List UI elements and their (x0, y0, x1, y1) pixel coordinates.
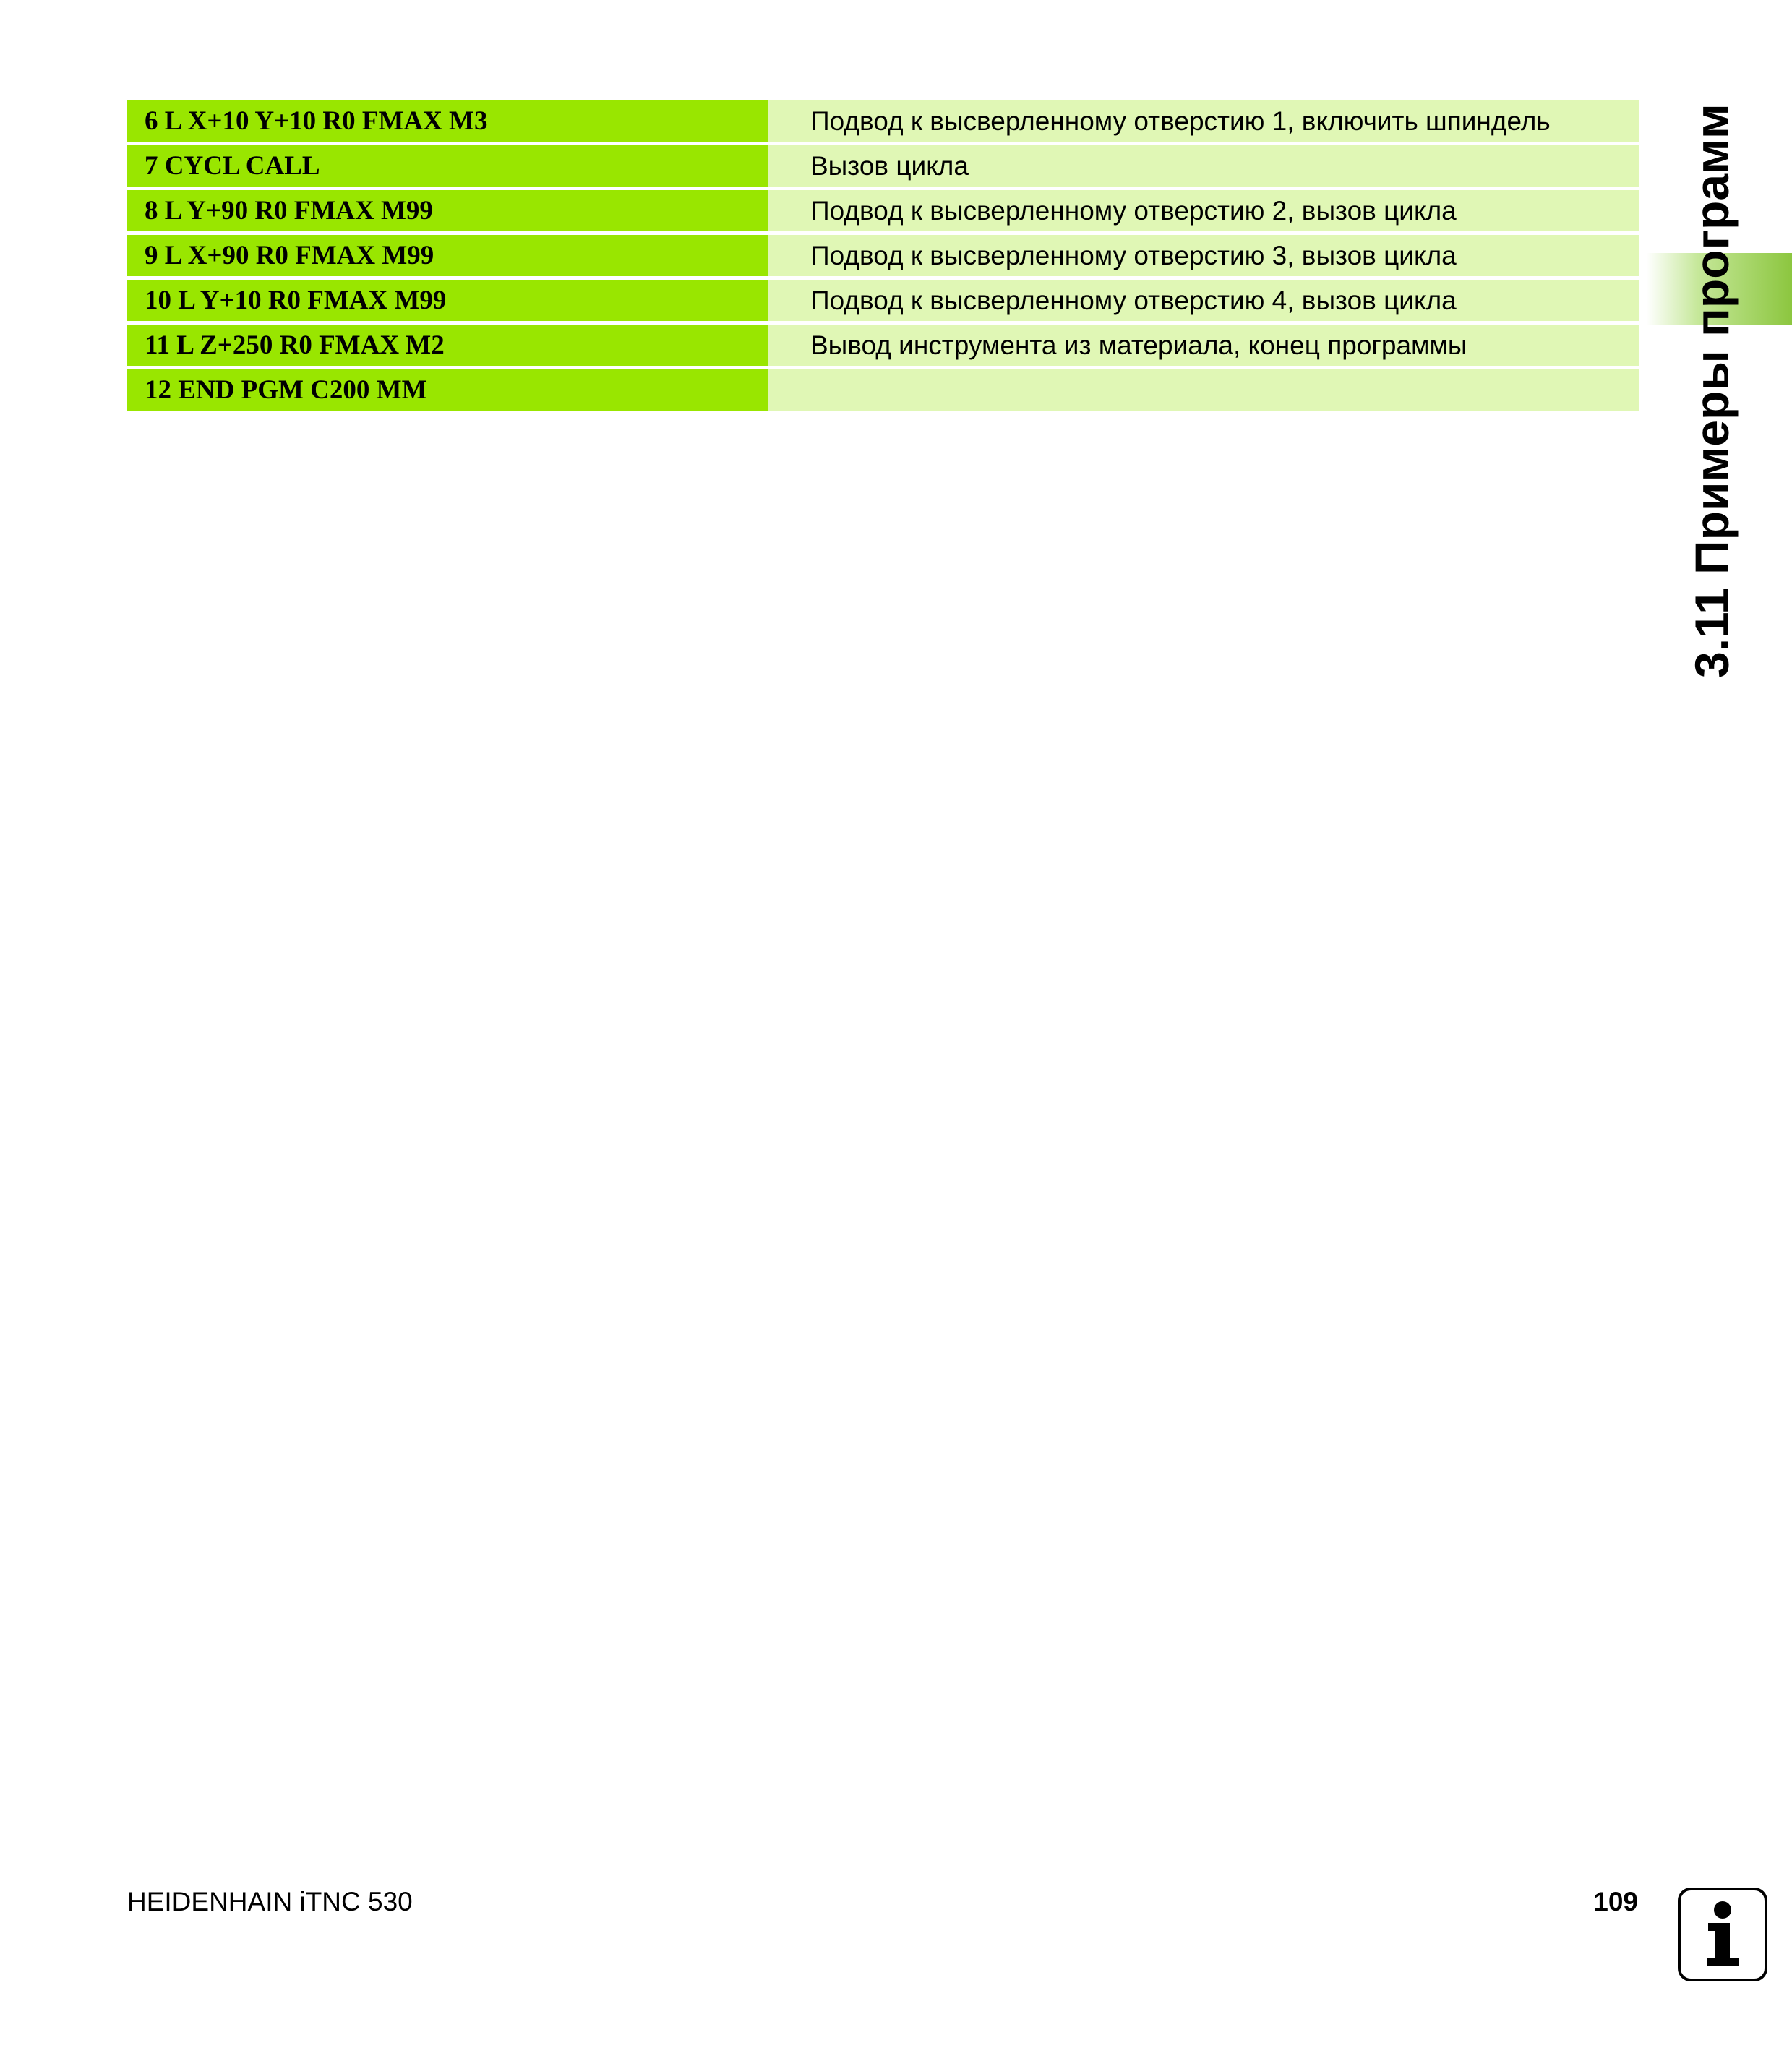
nc-block: 11 L Z+250 R0 FMAX M2 (127, 325, 768, 366)
nc-block: 7 CYCL CALL (127, 145, 768, 187)
block-comment: Вызов цикла (768, 145, 1639, 187)
program-row (127, 369, 1639, 411)
program-row (127, 145, 1639, 187)
program-row (127, 325, 1639, 366)
info-glyph-icon (1681, 1890, 1765, 1979)
block-comment: Подвод к высверленному отверстию 4, вызов цикла (768, 280, 1639, 321)
block-comment: Подвод к высверленному отверстию 3, вызов цикла (768, 235, 1639, 276)
block-comment: Подвод к высверленному отверстию 2, вызов цикла (768, 190, 1639, 231)
nc-block: 9 L X+90 R0 FMAX M99 (127, 235, 768, 276)
program-row (127, 235, 1639, 276)
nc-block: 10 L Y+10 R0 FMAX M99 (127, 280, 768, 321)
info-icon (1678, 1888, 1767, 1981)
footer-product-name: HEIDENHAIN iTNC 530 (127, 1887, 413, 1916)
program-row (127, 190, 1639, 231)
block-comment: Вывод инструмента из материала, конец программы (768, 325, 1639, 366)
section-title-text: 3.11 Примеры программ (1685, 103, 1739, 678)
nc-block: 12 END PGM C200 MM (127, 369, 768, 411)
page-number: 109 (1593, 1887, 1638, 1916)
block-comment: Подвод к высверленному отверстию 1, включить шпиндель (768, 100, 1639, 142)
nc-block: 8 L Y+90 R0 FMAX M99 (127, 190, 768, 231)
program-listing (127, 100, 1639, 414)
program-row (127, 100, 1639, 142)
nc-block: 6 L X+10 Y+10 R0 FMAX M3 (127, 100, 768, 142)
block-comment (768, 369, 1639, 411)
program-row (127, 280, 1639, 321)
